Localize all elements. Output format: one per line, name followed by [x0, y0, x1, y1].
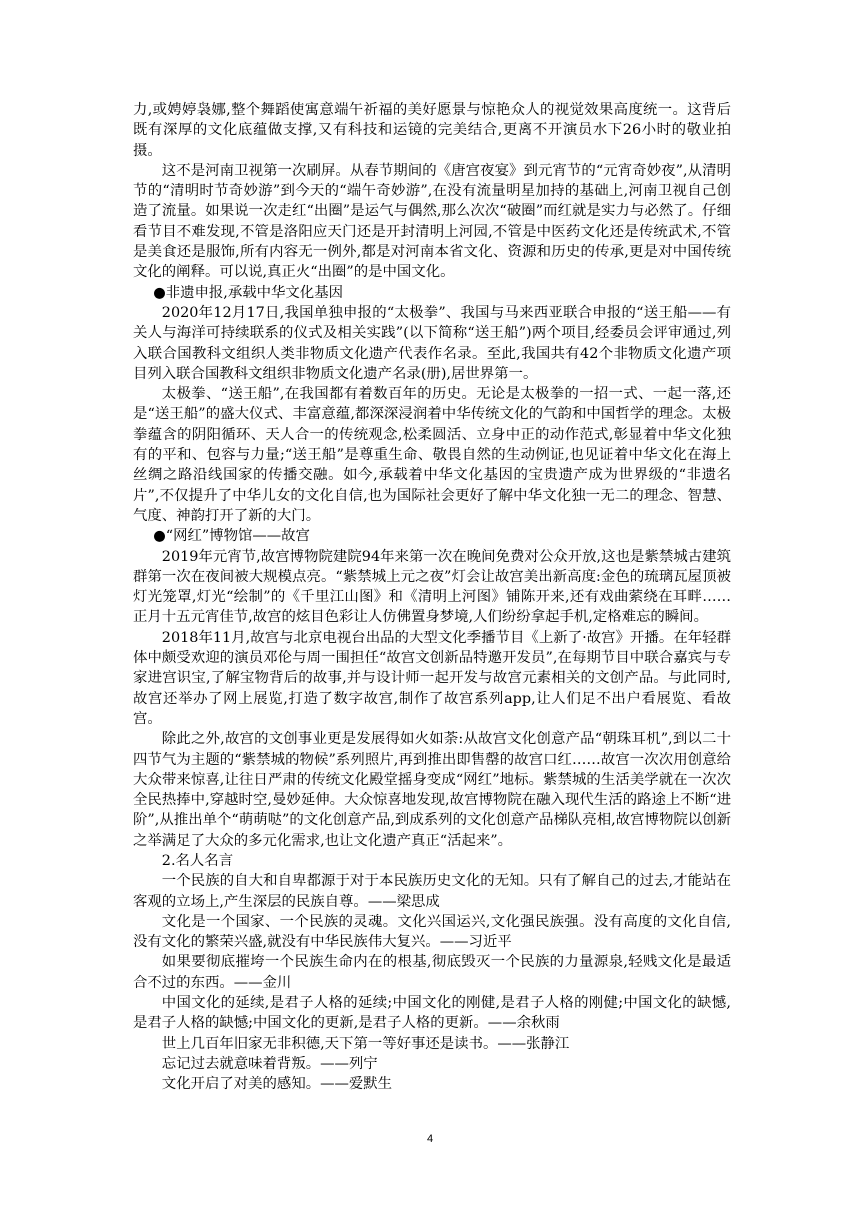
quote: 世上几百年旧家无非积德,天下第一等好事还是读书。——张静江 — [161, 1035, 570, 1052]
body-text — [133, 100, 731, 1095]
section-heading: 2.名人名言 — [161, 852, 234, 869]
paragraph: 2020年12月17日,我国单独申报的“太极拳”、我国与马来西亚联合申报的“送王船——有关人与海洋可持续联系的仪式及相关实践”(以下简称“送王船”)两个项目,经委员会评审通过,列入联合国教科文组织人类非物质文化遗产代表作名录。至此,我国共有42个非物质文化遗产项目列入联合国教科文组织非物质文化遗产名录(册),居世界第一。 — [133, 304, 731, 382]
paragraph: 力,或娉婷袅娜,整个舞蹈使寓意端午祈福的美好愿景与惊艳众人的视觉效果高度统一。这背后既有深厚的文化底蕴做支撑,又有科技和运镜的完美结合,更离不开演员水下26小时的敬业拍摄。 — [133, 102, 731, 159]
quote: 忘记过去就意味着背叛。——列宁 — [161, 1055, 378, 1072]
paragraph: 这不是河南卫视第一次刷屏。从春节期间的《唐宫夜宴》到元宵节的“元宵奇妙夜”,从清明节的“清明时节奇妙游”到今天的“端午奇妙游”,在没有流量明星加持的基础上,河南卫视自己创造了流量。如果说一次走红“出圈”是运气与偶然,那么次次“破圈”而红就是实力与必然了。仔细看节目不难发现,不管是洛阳应天门还是开封清明上河园,不管是中医药文化还是传统武术,不管是美食还是服饰,所有内容无一例外,都是对河南本省文化、资源和历史的传承,更是对中国传统文化的阐释。可以说,真正火“出圈”的是中国文化。 — [133, 162, 731, 281]
quote: 一个民族的自大和自卑都源于对于本民族历史文化的无知。只有了解自己的过去,才能站在客观的立场上,产生深层的民族自尊。——梁思成 — [133, 873, 731, 910]
section-heading: ●“网红”博物馆——故宫 — [153, 528, 310, 545]
paragraph: 除此之外,故宫的文创事业更是发展得如火如荼:从故宫文化创意产品“朝珠耳机”,到以二十四节气为主题的“紫禁城的物候”系列照片,再到推出即售罄的故宫口红……故宫一次次用创意给大众带来惊喜,让往日严肃的传统文化殿堂摇身变成“网红”地标。紫禁城的生活美学就在一次次全民热捧中,穿越时空,曼妙延伸。大众惊喜地发现,故宫博物院在融入现代生活的路途上不断“进阶”,从推出单个“萌萌哒”的文化创意产品,到成系列的文化创意产品梯队亮相,故宫博物院以创新之举满足了大众的多元化需求,也让文化遗产真正“活起来”。 — [133, 731, 731, 849]
quote: 文化是一个国家、一个民族的灵魂。文化兴国运兴,文化强民族强。没有高度的文化自信,没有文化的繁荣兴盛,就没有中华民族伟大复兴。——习近平 — [133, 913, 731, 951]
page-number: 4 — [426, 1133, 434, 1145]
quote: 如果要彻底摧垮一个民族生命内在的根基,彻底毁灭一个民族的力量源泉,轻贱文化是最适合不过的东西。——金川 — [133, 954, 731, 991]
quote: 中国文化的延续,是君子人格的延续;中国文化的刚健,是君子人格的刚健;中国文化的缺憾,是君子人格的缺憾;中国文化的更新,是君子人格的更新。——余秋雨 — [133, 995, 731, 1032]
paragraph: 太极拳、“送王船”,在我国都有着数百年的历史。无论是太极拳的一招一式、一起一落,还是“送王船”的盛大仪式、丰富意蕴,都深深浸润着中华传统文化的气韵和中国哲学的理念。太极拳蕴含的阴阳循环、天人合一的传统观念,松柔圆活、立身中正的动作范式,彰显着中华文化独有的平和、包容与力量;“送王船”是尊重生命、敬畏自然的生动例证,也见证着中华文化在海上丝绸之路沿线国家的传播交融。如今,承载着中华文化基因的宝贵遗产成为世界级的“非遗名片”,不仅提升了中华儿女的文化自信,也为国际社会更好了解中华文化独一无二的理念、智慧、气度、神韵打开了新的大门。 — [133, 386, 731, 524]
quote: 文化开启了对美的感知。——爱默生 — [161, 1076, 393, 1093]
section-heading: ●非遗申报,承载中华文化基因 — [153, 284, 343, 301]
paragraph: 2018年11月,故宫与北京电视台出品的大型文化季播节目《上新了·故宫》开播。在年轻群体中颇受欢迎的演员邓伦与周一围担任“故宫文创新品特邀开发员”,在每期节目中联合嘉宾与专家进宫识宝,了解宝物背后的故事,并与设计师一起开发与故宫元素相关的文创产品。与此同时,故宫还举办了网上展览,打造了数字故宫,制作了故宫系列app,让人们足不出户看展览、看故宫。 — [133, 629, 731, 727]
paragraph: 2019年元宵节,故宫博物院建院94年来第一次在晚间免费对公众开放,这也是紫禁城古建筑群第一次在夜间被大规模点亮。“紫禁城上元之夜”灯会让故宫美出新高度:金色的琉璃瓦屋顶被灯光笼罩,灯光“绘制”的《千里江山图》和《清明上河图》铺陈开来,还有戏曲萦绕在耳畔……正月十五元宵佳节,故宫的炫目色彩让人仿佛置身梦境,人们纷纷拿起手机,定格难忘的瞬间。 — [133, 548, 731, 626]
